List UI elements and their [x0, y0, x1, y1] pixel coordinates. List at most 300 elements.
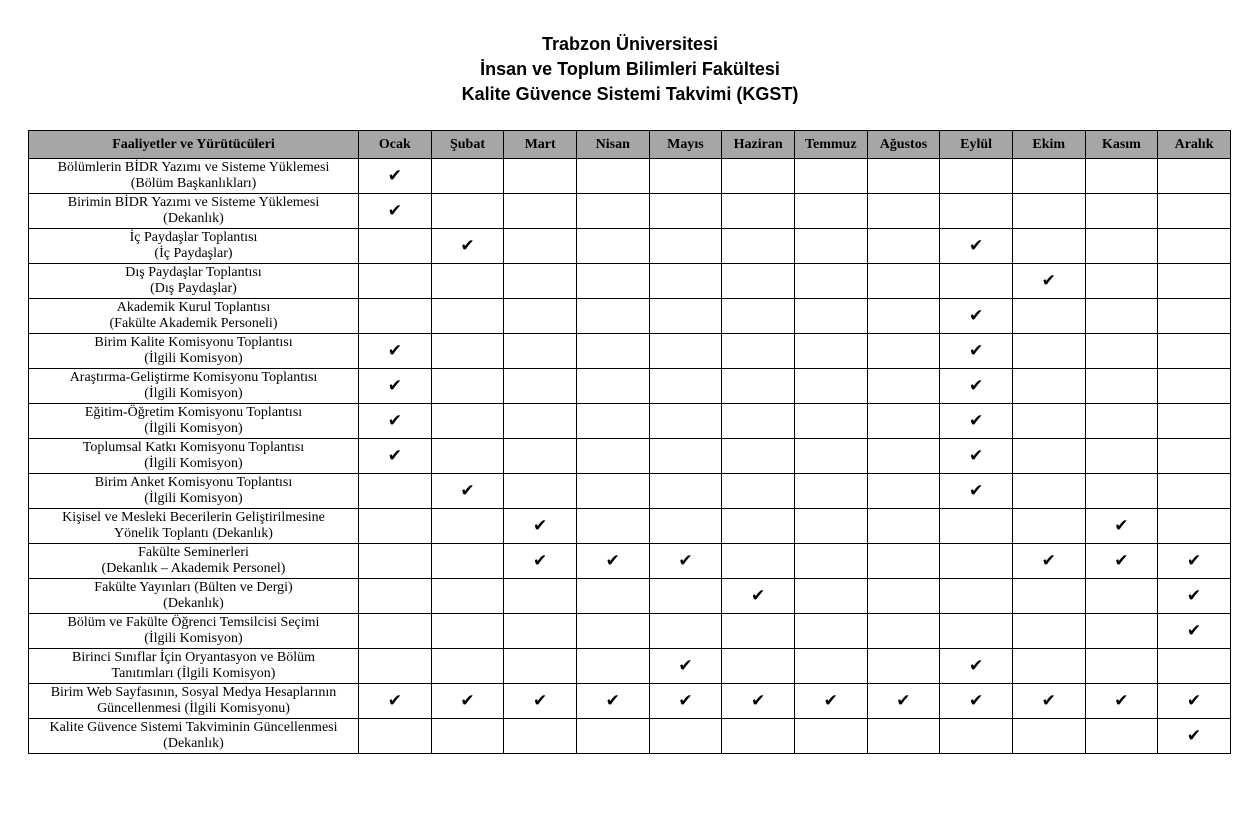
month-cell — [867, 544, 940, 579]
check-icon: ✔ — [750, 586, 766, 606]
month-cell — [1012, 719, 1085, 754]
month-cell — [1012, 299, 1085, 334]
activity-cell — [29, 474, 359, 509]
activity-cell — [29, 194, 359, 229]
month-cell — [431, 299, 504, 334]
month-cell — [867, 404, 940, 439]
month-cell — [1158, 684, 1231, 719]
check-icon: ✔ — [460, 481, 475, 501]
activity-line2: (İlgili Komisyon) — [144, 631, 243, 646]
activity-line1: Akademik Kurul Toplantısı — [116, 299, 271, 315]
month-cell — [1158, 264, 1231, 299]
activity-cell — [29, 719, 359, 754]
activity-cell — [29, 509, 359, 544]
check-icon: ✔ — [1114, 551, 1129, 571]
month-cell — [1085, 684, 1158, 719]
month-cell — [1158, 719, 1231, 754]
month-cell — [504, 264, 577, 299]
activity-line2: (İlgili Komisyon) — [144, 351, 243, 366]
month-cell — [359, 439, 432, 474]
month-cell — [722, 194, 795, 229]
month-cell — [504, 649, 577, 684]
check-icon: ✔ — [1186, 551, 1202, 571]
month-cell — [722, 334, 795, 369]
month-cell — [649, 614, 722, 649]
activity-cell — [29, 404, 359, 439]
month-cell — [359, 299, 432, 334]
month-cell — [359, 509, 432, 544]
check-icon: ✔ — [387, 341, 402, 361]
month-cell — [649, 684, 722, 719]
month-cell — [576, 369, 649, 404]
month-cell — [794, 369, 867, 404]
activity-line2: Tanıtımları (İlgili Komisyon) — [111, 666, 276, 681]
table-row — [29, 439, 1231, 474]
table-row — [29, 334, 1231, 369]
month-cell — [504, 229, 577, 264]
activity-line1: Bölüm ve Fakülte Öğrenci Temsilcisi Seçimi — [67, 614, 320, 630]
month-cell — [1012, 474, 1085, 509]
header-month: Eylül — [940, 131, 1013, 159]
month-cell — [1085, 194, 1158, 229]
month-cell — [576, 579, 649, 614]
header-month: Şubat — [431, 131, 504, 159]
month-cell — [940, 264, 1013, 299]
activity-line2: (İlgili Komisyon) — [144, 456, 243, 471]
month-cell — [431, 509, 504, 544]
month-cell — [940, 194, 1013, 229]
month-cell — [1085, 229, 1158, 264]
header-month: Kasım — [1085, 131, 1158, 159]
month-cell — [431, 649, 504, 684]
month-cell — [359, 404, 432, 439]
check-icon: ✔ — [968, 411, 984, 431]
month-cell — [794, 194, 867, 229]
check-icon: ✔ — [1041, 271, 1056, 291]
check-icon: ✔ — [605, 551, 620, 571]
month-cell — [649, 579, 722, 614]
month-cell — [359, 579, 432, 614]
check-icon: ✔ — [823, 691, 838, 711]
month-cell — [1158, 299, 1231, 334]
document-title — [0, 32, 1260, 107]
activity-cell — [29, 229, 359, 264]
check-icon: ✔ — [1186, 691, 1202, 711]
activity-cell — [29, 544, 359, 579]
month-cell — [1158, 404, 1231, 439]
month-cell — [431, 544, 504, 579]
activity-cell — [29, 159, 359, 194]
month-cell — [359, 614, 432, 649]
month-cell — [867, 229, 940, 264]
month-cell — [1085, 404, 1158, 439]
month-cell — [940, 334, 1013, 369]
month-cell — [1012, 614, 1085, 649]
month-cell — [576, 684, 649, 719]
month-cell — [359, 229, 432, 264]
month-cell — [722, 439, 795, 474]
activity-cell — [29, 299, 359, 334]
table-row — [29, 159, 1231, 194]
month-cell — [431, 404, 504, 439]
month-cell — [794, 229, 867, 264]
month-cell — [1085, 159, 1158, 194]
activity-cell — [29, 614, 359, 649]
month-cell — [1085, 474, 1158, 509]
month-cell — [1158, 614, 1231, 649]
activity-line2: (İlgili Komisyon) — [144, 491, 243, 506]
month-cell — [940, 649, 1013, 684]
month-cell — [1158, 474, 1231, 509]
check-icon: ✔ — [387, 376, 402, 396]
month-cell — [649, 404, 722, 439]
month-cell — [359, 684, 432, 719]
month-cell — [722, 579, 795, 614]
table-row — [29, 194, 1231, 229]
month-cell — [794, 684, 867, 719]
activity-line1: Toplumsal Katkı Komisyonu Toplantısı — [82, 439, 305, 455]
month-cell — [431, 579, 504, 614]
month-cell — [1085, 334, 1158, 369]
month-cell — [359, 369, 432, 404]
check-icon: ✔ — [1041, 551, 1056, 571]
check-icon: ✔ — [460, 236, 475, 256]
month-cell — [504, 194, 577, 229]
activity-cell — [29, 439, 359, 474]
month-cell — [1012, 684, 1085, 719]
month-cell — [722, 509, 795, 544]
table-row — [29, 474, 1231, 509]
month-cell — [1012, 334, 1085, 369]
activity-line1: Eğitim-Öğretim Komisyonu Toplantısı — [84, 404, 303, 420]
month-cell — [431, 264, 504, 299]
activity-line1: Birim Anket Komisyonu Toplantısı — [94, 474, 293, 490]
month-cell — [722, 474, 795, 509]
check-icon: ✔ — [896, 691, 911, 711]
month-cell — [1012, 369, 1085, 404]
activity-line1: Birim Kalite Komisyonu Toplantısı — [94, 334, 293, 350]
activity-line2: (İç Paydaşlar) — [154, 246, 233, 261]
table-row — [29, 614, 1231, 649]
month-cell — [1158, 194, 1231, 229]
activity-cell — [29, 684, 359, 719]
month-cell — [1012, 159, 1085, 194]
month-cell — [576, 474, 649, 509]
table-header-row — [29, 131, 1231, 159]
month-cell — [1158, 509, 1231, 544]
month-cell — [1085, 299, 1158, 334]
month-cell — [722, 229, 795, 264]
month-cell — [504, 579, 577, 614]
month-cell — [431, 719, 504, 754]
month-cell — [867, 719, 940, 754]
activity-line1: İç Paydaşlar Toplantısı — [129, 229, 258, 245]
check-icon: ✔ — [533, 551, 548, 571]
month-cell — [504, 439, 577, 474]
month-cell — [722, 614, 795, 649]
check-icon: ✔ — [968, 481, 984, 501]
month-cell — [1012, 194, 1085, 229]
activity-line2: (Dekanlık) — [163, 211, 224, 226]
month-cell — [359, 264, 432, 299]
month-cell — [1012, 439, 1085, 474]
month-cell — [722, 649, 795, 684]
title-calendar: Kalite Güvence Sistemi Takvimi (KGST) — [461, 84, 799, 104]
check-icon: ✔ — [1041, 691, 1056, 711]
check-icon: ✔ — [678, 551, 693, 571]
month-cell — [1085, 264, 1158, 299]
check-icon: ✔ — [678, 656, 693, 676]
month-cell — [867, 159, 940, 194]
month-cell — [867, 684, 940, 719]
month-cell — [431, 194, 504, 229]
month-cell — [1085, 509, 1158, 544]
month-cell — [576, 544, 649, 579]
month-cell — [576, 264, 649, 299]
activity-line2: (Bölüm Başkanlıkları) — [130, 176, 257, 191]
activity-cell — [29, 264, 359, 299]
month-cell — [940, 404, 1013, 439]
month-cell — [1085, 369, 1158, 404]
check-icon: ✔ — [968, 341, 984, 361]
check-icon: ✔ — [387, 166, 402, 186]
activity-line1: Kalite Güvence Sistemi Takviminin Güncellenmesi — [49, 719, 338, 735]
month-cell — [431, 474, 504, 509]
table-row — [29, 684, 1231, 719]
month-cell — [940, 159, 1013, 194]
month-cell — [576, 439, 649, 474]
check-icon: ✔ — [1114, 691, 1129, 711]
title-faculty: İnsan ve Toplum Bilimleri Fakültesi — [480, 59, 780, 79]
month-cell — [1158, 229, 1231, 264]
table-row — [29, 719, 1231, 754]
month-cell — [1085, 719, 1158, 754]
month-cell — [576, 649, 649, 684]
header-month: Haziran — [722, 131, 795, 159]
table-row — [29, 229, 1231, 264]
month-cell — [431, 439, 504, 474]
check-icon: ✔ — [387, 201, 402, 221]
month-cell — [576, 299, 649, 334]
month-cell — [431, 159, 504, 194]
activity-line2: (Dış Paydaşlar) — [150, 281, 237, 296]
month-cell — [794, 474, 867, 509]
header-month: Ekim — [1012, 131, 1085, 159]
month-cell — [940, 509, 1013, 544]
check-icon: ✔ — [968, 656, 984, 676]
month-cell — [794, 439, 867, 474]
activity-line2: (Fakülte Akademik Personeli) — [109, 316, 278, 331]
month-cell — [576, 614, 649, 649]
month-cell — [1012, 544, 1085, 579]
month-cell — [504, 404, 577, 439]
month-cell — [867, 614, 940, 649]
month-cell — [431, 369, 504, 404]
month-cell — [1158, 439, 1231, 474]
month-cell — [649, 159, 722, 194]
month-cell — [576, 194, 649, 229]
check-icon: ✔ — [750, 691, 766, 711]
month-cell — [649, 509, 722, 544]
month-cell — [504, 614, 577, 649]
month-cell — [794, 649, 867, 684]
month-cell — [649, 474, 722, 509]
month-cell — [940, 579, 1013, 614]
title-university: Trabzon Üniversitesi — [541, 34, 719, 54]
check-icon: ✔ — [1186, 726, 1202, 746]
check-icon: ✔ — [533, 691, 548, 711]
month-cell — [504, 159, 577, 194]
month-cell — [431, 229, 504, 264]
month-cell — [359, 719, 432, 754]
month-cell — [867, 649, 940, 684]
month-cell — [794, 719, 867, 754]
header-month: Temmuz — [794, 131, 867, 159]
month-cell — [940, 719, 1013, 754]
month-cell — [867, 369, 940, 404]
month-cell — [359, 544, 432, 579]
month-cell — [722, 159, 795, 194]
table-row — [29, 649, 1231, 684]
month-cell — [359, 159, 432, 194]
month-cell — [867, 474, 940, 509]
header-activity: Faaliyetler ve Yürütücüleri — [29, 131, 359, 159]
month-cell — [431, 334, 504, 369]
activity-line1: Birinci Sınıflar İçin Oryantasyon ve Bölüm — [71, 649, 315, 665]
check-icon: ✔ — [1114, 516, 1129, 536]
month-cell — [1012, 649, 1085, 684]
month-cell — [359, 649, 432, 684]
month-cell — [867, 334, 940, 369]
table-row — [29, 264, 1231, 299]
month-cell — [940, 614, 1013, 649]
activity-cell — [29, 334, 359, 369]
check-icon: ✔ — [460, 691, 475, 711]
month-cell — [867, 299, 940, 334]
month-cell — [867, 264, 940, 299]
month-cell — [649, 334, 722, 369]
activity-line1: Fakülte Seminerleri — [138, 544, 249, 560]
header-month: Nisan — [576, 131, 649, 159]
month-cell — [794, 264, 867, 299]
table-row — [29, 369, 1231, 404]
activity-line2: (Dekanlık – Akademik Personel) — [101, 561, 286, 576]
month-cell — [794, 579, 867, 614]
check-icon: ✔ — [968, 691, 984, 711]
check-icon: ✔ — [678, 691, 693, 711]
month-cell — [940, 439, 1013, 474]
check-icon: ✔ — [1186, 621, 1202, 641]
month-cell — [576, 159, 649, 194]
month-cell — [649, 719, 722, 754]
activity-line1: Araştırma-Geliştirme Komisyonu Toplantısı — [69, 369, 318, 385]
header-month: Mayıs — [649, 131, 722, 159]
month-cell — [794, 614, 867, 649]
month-cell — [1085, 579, 1158, 614]
month-cell — [649, 439, 722, 474]
table-row — [29, 404, 1231, 439]
month-cell — [722, 404, 795, 439]
month-cell — [359, 334, 432, 369]
month-cell — [722, 544, 795, 579]
month-cell — [576, 509, 649, 544]
month-cell — [1158, 369, 1231, 404]
month-cell — [794, 159, 867, 194]
month-cell — [649, 229, 722, 264]
month-cell — [940, 684, 1013, 719]
month-cell — [1158, 649, 1231, 684]
activity-line1: Dış Paydaşlar Toplantısı — [125, 264, 262, 280]
table-body — [29, 159, 1231, 754]
month-cell — [504, 369, 577, 404]
check-icon: ✔ — [387, 691, 402, 711]
month-cell — [1085, 649, 1158, 684]
month-cell — [504, 544, 577, 579]
month-cell — [359, 194, 432, 229]
header-month: Ocak — [359, 131, 432, 159]
month-cell — [431, 684, 504, 719]
month-cell — [794, 404, 867, 439]
header-month: Aralık — [1158, 131, 1231, 159]
activity-line2: (Dekanlık) — [163, 596, 224, 611]
month-cell — [649, 264, 722, 299]
month-cell — [1158, 579, 1231, 614]
month-cell — [504, 474, 577, 509]
activity-line2: (Dekanlık) — [163, 736, 224, 751]
check-icon: ✔ — [533, 516, 548, 536]
activity-line1: Kişisel ve Mesleki Becerilerin Geliştirilmesine — [62, 509, 325, 525]
month-cell — [1085, 439, 1158, 474]
month-cell — [576, 229, 649, 264]
month-cell — [576, 719, 649, 754]
month-cell — [576, 334, 649, 369]
month-cell — [722, 264, 795, 299]
month-cell — [867, 509, 940, 544]
month-cell — [1158, 334, 1231, 369]
month-cell — [649, 544, 722, 579]
month-cell — [359, 474, 432, 509]
month-cell — [867, 194, 940, 229]
activity-line2: Yönelik Toplantı (Dekanlık) — [114, 526, 273, 541]
month-cell — [794, 299, 867, 334]
month-cell — [1158, 159, 1231, 194]
month-cell — [504, 719, 577, 754]
activity-cell — [29, 369, 359, 404]
activity-cell — [29, 649, 359, 684]
month-cell — [1012, 264, 1085, 299]
month-cell — [1012, 579, 1085, 614]
month-cell — [649, 299, 722, 334]
activity-line1: Birimin BİDR Yazımı ve Sisteme Yüklemesi — [67, 194, 320, 210]
activity-line1: Birim Web Sayfasının, Sosyal Medya Hesaplarının — [50, 684, 337, 700]
month-cell — [504, 509, 577, 544]
check-icon: ✔ — [968, 446, 984, 466]
month-cell — [867, 439, 940, 474]
month-cell — [940, 299, 1013, 334]
table-row — [29, 579, 1231, 614]
month-cell — [1085, 544, 1158, 579]
month-cell — [649, 369, 722, 404]
month-cell — [940, 229, 1013, 264]
check-icon: ✔ — [1186, 586, 1202, 606]
check-icon: ✔ — [605, 691, 620, 711]
month-cell — [1012, 229, 1085, 264]
table-row — [29, 299, 1231, 334]
check-icon: ✔ — [968, 376, 984, 396]
activity-line1: Fakülte Yayınları (Bülten ve Dergi) — [94, 579, 293, 595]
activity-cell — [29, 579, 359, 614]
kgst-table — [28, 130, 1231, 754]
